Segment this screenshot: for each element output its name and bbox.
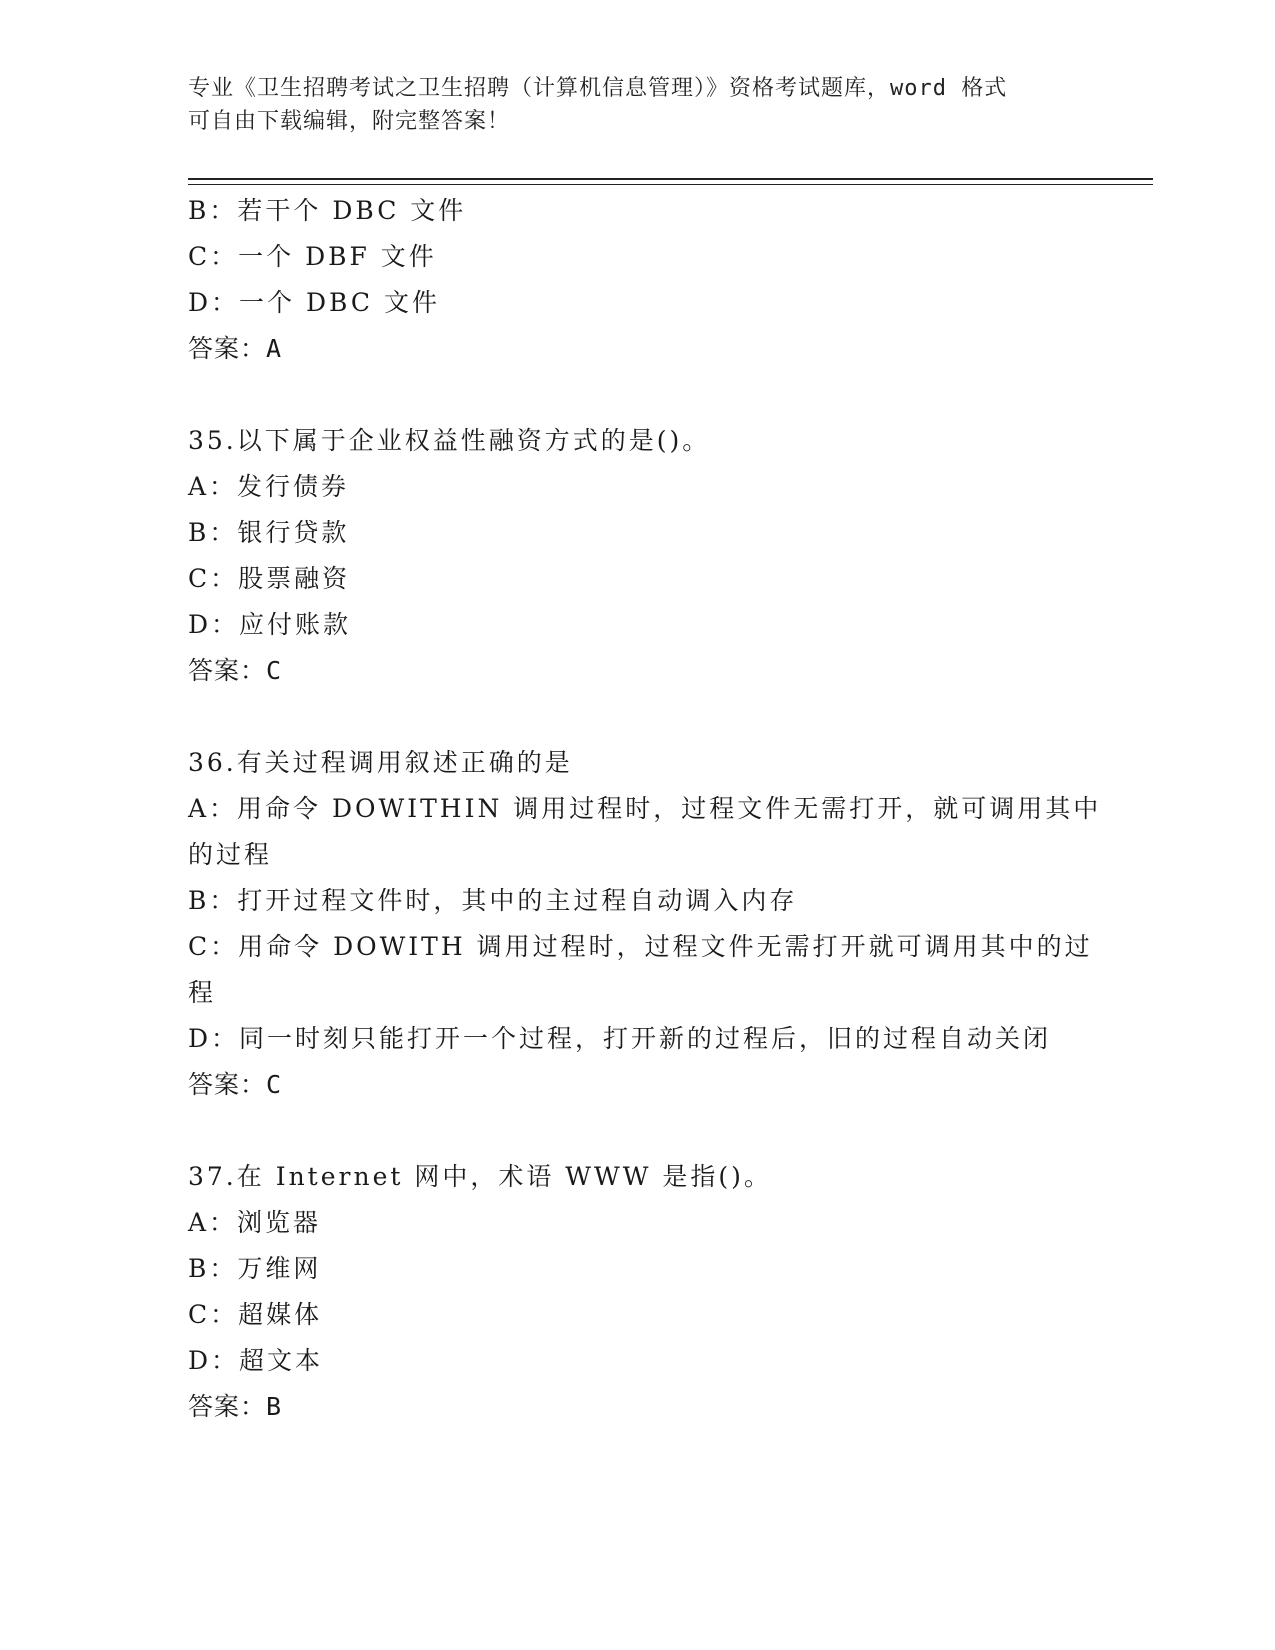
spacer <box>188 372 1088 418</box>
spacer <box>188 1108 1088 1154</box>
option-c: C：股票融资 <box>188 564 351 593</box>
document-header <box>188 72 1088 138</box>
question-stem: 36.有关过程调用叙述正确的是 <box>188 748 573 777</box>
question-36 <box>188 740 1102 1108</box>
option-c: C：超媒体 <box>188 1300 323 1329</box>
question-34 <box>188 188 1088 372</box>
option-b: B：万维网 <box>188 1254 322 1283</box>
option-c-line-1: C：用命令 DOWITH 调用过程时，过程文件无需打开就可调用其中的过 <box>188 932 1093 961</box>
answer: 答案：C <box>188 656 283 685</box>
answer: 答案：C <box>188 1070 283 1099</box>
answer: 答案：A <box>188 334 283 363</box>
option-c: C：一个 DBF 文件 <box>188 242 437 271</box>
question-37 <box>188 1154 1088 1430</box>
option-d: D：同一时刻只能打开一个过程，打开新的过程后，旧的过程自动关闭 <box>188 1024 1052 1053</box>
option-a-line-2: 的过程 <box>188 840 273 869</box>
option-b: B：若干个 DBC 文件 <box>188 196 467 225</box>
option-a: A：发行债券 <box>188 472 350 501</box>
header-divider <box>188 178 1153 180</box>
option-c-line-2: 程 <box>188 978 217 1007</box>
answer: 答案：B <box>188 1392 283 1421</box>
option-a-line-1: A：用命令 DOWITHIN 调用过程时，过程文件无需打开，就可调用其中 <box>188 794 1102 823</box>
question-stem: 37.在 Internet 网中，术语 WWW 是指()。 <box>188 1162 772 1191</box>
option-d: D：一个 DBC 文件 <box>188 288 440 317</box>
header-line-1: 专业《卫生招聘考试之卫生招聘（计算机信息管理）》资格考试题库，word 格式 <box>188 76 1008 101</box>
option-d: D：超文本 <box>188 1346 324 1375</box>
question-list <box>188 188 1102 1430</box>
question-stem: 35.以下属于企业权益性融资方式的是()。 <box>188 426 711 455</box>
option-d: D：应付账款 <box>188 610 352 639</box>
spacer <box>188 694 1088 740</box>
header-line-2: 可自由下载编辑，附完整答案！ <box>188 109 511 134</box>
option-b: B：银行贷款 <box>188 518 350 547</box>
question-35 <box>188 418 1088 694</box>
header-divider-thin <box>188 184 1153 185</box>
option-b: B：打开过程文件时，其中的主过程自动调入内存 <box>188 886 798 915</box>
option-a: A：浏览器 <box>188 1208 322 1237</box>
